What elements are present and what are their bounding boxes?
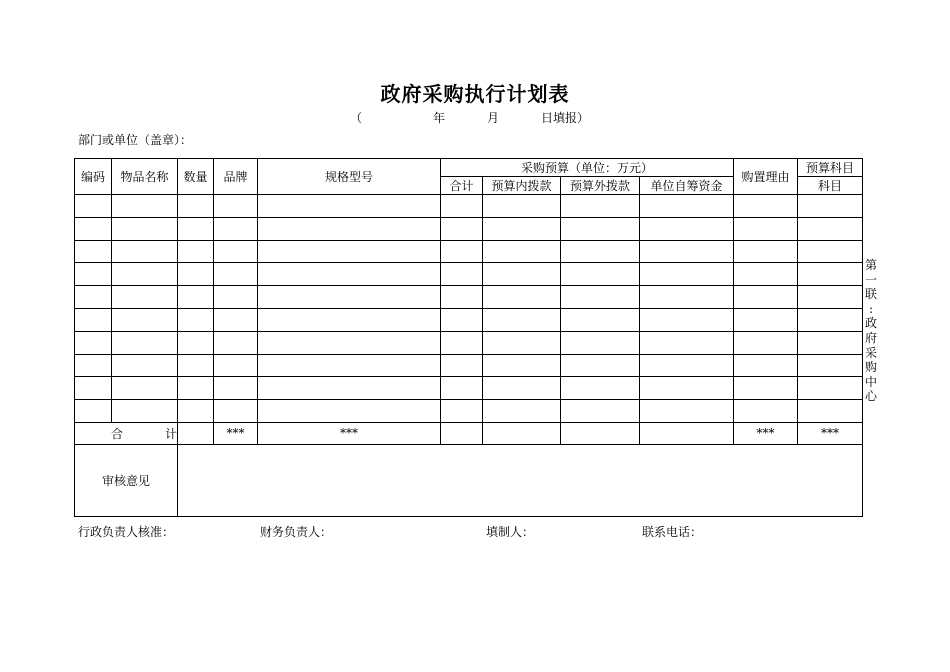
header-quantity: 数量 (178, 159, 214, 195)
total-brand-cell: *** (214, 422, 258, 444)
in-budget-cell[interactable] (483, 195, 561, 218)
item-name-cell[interactable] (112, 217, 178, 240)
subject-cell[interactable] (798, 286, 863, 309)
self-funds-cell[interactable] (640, 240, 734, 263)
reason-cell[interactable] (734, 377, 798, 400)
code-cell[interactable] (75, 217, 112, 240)
header-out-budget: 预算外拨款 (561, 177, 640, 195)
table-row (75, 400, 863, 423)
subject-cell[interactable] (798, 331, 863, 354)
quantity-cell[interactable] (178, 354, 214, 377)
quantity-cell[interactable] (178, 263, 214, 286)
subject-cell[interactable] (798, 263, 863, 286)
item-name-cell[interactable] (112, 400, 178, 423)
review-label: 审核意见 (75, 444, 178, 516)
header-row-1 (75, 159, 863, 177)
total-label-left: 合 (110, 426, 123, 441)
table-row (75, 263, 863, 286)
out-budget-cell[interactable] (561, 377, 640, 400)
spec-cell[interactable] (258, 377, 441, 400)
spec-cell[interactable] (258, 400, 441, 423)
brand-cell[interactable] (214, 400, 258, 423)
quantity-cell[interactable] (178, 400, 214, 423)
subject-cell[interactable] (798, 308, 863, 331)
header-in-budget: 预算内拨款 (483, 177, 561, 195)
footer-finance-label: 财务负责人： (260, 525, 333, 539)
total-label-right: 计 (164, 426, 177, 441)
reason-cell[interactable] (734, 400, 798, 423)
quantity-cell[interactable] (178, 308, 214, 331)
subject-cell[interactable] (798, 195, 863, 218)
header-budget-group: 采购预算（单位：万元） (441, 159, 734, 177)
spec-cell[interactable] (258, 217, 441, 240)
sum-cell[interactable] (441, 308, 483, 331)
review-opinion-field[interactable] (178, 444, 863, 516)
header-reason: 购置理由 (734, 159, 798, 195)
table-row (75, 377, 863, 400)
out-budget-cell[interactable] (561, 286, 640, 309)
table-row (75, 331, 863, 354)
copy-note-char: 第 (864, 258, 877, 272)
reason-cell[interactable] (734, 286, 798, 309)
self-funds-cell[interactable] (640, 263, 734, 286)
copy-note-char: 府 (864, 330, 877, 345)
in-budget-cell[interactable] (483, 331, 561, 354)
item-name-cell[interactable] (112, 263, 178, 286)
date-day-label: 日填报） (541, 111, 590, 125)
self-funds-cell[interactable] (640, 195, 734, 218)
brand-cell[interactable] (214, 331, 258, 354)
sum-cell[interactable] (441, 217, 483, 240)
date-year-label: 年 (433, 111, 446, 125)
spec-cell[interactable] (258, 331, 441, 354)
in-budget-cell[interactable] (483, 308, 561, 331)
code-cell[interactable] (75, 263, 112, 286)
form-title: 政府采购执行计划表 (380, 82, 570, 106)
out-budget-cell[interactable] (561, 240, 640, 263)
out-budget-cell[interactable] (561, 308, 640, 331)
copy-note-char: 采 (864, 345, 877, 360)
brand-cell[interactable] (214, 217, 258, 240)
code-cell[interactable] (75, 331, 112, 354)
item-name-cell[interactable] (112, 354, 178, 377)
code-cell[interactable] (75, 377, 112, 400)
spec-cell[interactable] (258, 263, 441, 286)
code-cell[interactable] (75, 195, 112, 218)
table-row (75, 195, 863, 218)
brand-cell[interactable] (214, 354, 258, 377)
date-month-label: 月 (487, 111, 500, 125)
code-cell[interactable] (75, 286, 112, 309)
subject-cell[interactable] (798, 377, 863, 400)
self-funds-cell[interactable] (640, 377, 734, 400)
copy-note-char: 购 (864, 360, 877, 375)
sum-cell[interactable] (441, 354, 483, 377)
brand-cell[interactable] (214, 263, 258, 286)
self-funds-cell[interactable] (640, 354, 734, 377)
self-funds-cell[interactable] (640, 286, 734, 309)
in-budget-cell[interactable] (483, 286, 561, 309)
item-name-cell[interactable] (112, 377, 178, 400)
self-funds-cell[interactable] (640, 331, 734, 354)
copy-note-char: 联 (864, 287, 877, 302)
spec-cell[interactable] (258, 308, 441, 331)
reason-cell[interactable] (734, 263, 798, 286)
spec-cell[interactable] (258, 354, 441, 377)
brand-cell[interactable] (214, 308, 258, 331)
reason-cell[interactable] (734, 354, 798, 377)
out-budget-cell[interactable] (561, 263, 640, 286)
total-in-budget-cell[interactable] (483, 422, 561, 444)
self-funds-cell[interactable] (640, 308, 734, 331)
in-budget-cell[interactable] (483, 400, 561, 423)
header-brand: 品牌 (214, 159, 258, 195)
in-budget-cell[interactable] (483, 263, 561, 286)
brand-cell[interactable] (214, 286, 258, 309)
total-quantity-cell[interactable] (178, 422, 214, 444)
reason-cell[interactable] (734, 308, 798, 331)
copy-note-vertical (863, 258, 879, 404)
quantity-cell[interactable] (178, 217, 214, 240)
out-budget-cell[interactable] (561, 217, 640, 240)
total-out-budget-cell[interactable] (561, 422, 640, 444)
dept-label: 部门或单位（盖章）： (78, 133, 193, 147)
quantity-cell[interactable] (178, 331, 214, 354)
footer-phone-label: 联系电话： (642, 525, 703, 539)
total-row (75, 422, 863, 444)
subject-cell[interactable] (798, 217, 863, 240)
quantity-cell[interactable] (178, 286, 214, 309)
code-cell[interactable] (75, 400, 112, 423)
header-subject-bottom: 科目 (798, 177, 863, 195)
code-cell[interactable] (75, 240, 112, 263)
item-name-cell[interactable] (112, 308, 178, 331)
table-row (75, 308, 863, 331)
spec-cell[interactable] (258, 286, 441, 309)
spec-cell[interactable] (258, 240, 441, 263)
subject-cell[interactable] (798, 400, 863, 423)
out-budget-cell[interactable] (561, 400, 640, 423)
out-budget-cell[interactable] (561, 195, 640, 218)
brand-cell[interactable] (214, 195, 258, 218)
item-name-cell[interactable] (112, 195, 178, 218)
header-item-name: 物品名称 (112, 159, 178, 195)
sum-cell[interactable] (441, 377, 483, 400)
reason-cell[interactable] (734, 331, 798, 354)
sum-cell[interactable] (441, 263, 483, 286)
sum-cell[interactable] (441, 195, 483, 218)
item-name-cell[interactable] (112, 286, 178, 309)
header-self-funds: 单位自筹资金 (640, 177, 734, 195)
data-rows (75, 195, 863, 423)
total-reason-cell: *** (734, 422, 798, 444)
header-spec: 规格型号 (258, 159, 441, 195)
in-budget-cell[interactable] (483, 377, 561, 400)
self-funds-cell[interactable] (640, 400, 734, 423)
sum-cell[interactable] (441, 331, 483, 354)
copy-note-char: 一 (864, 272, 877, 287)
subject-cell[interactable] (798, 240, 863, 263)
footer-preparer-label: 填制人： (486, 525, 535, 539)
table-row (75, 217, 863, 240)
table-row (75, 354, 863, 377)
footer-approver-label: 行政负责人核准： (78, 525, 175, 539)
code-cell[interactable] (75, 354, 112, 377)
header-code: 编码 (75, 159, 112, 195)
out-budget-cell[interactable] (561, 354, 640, 377)
in-budget-cell[interactable] (483, 354, 561, 377)
table-row (75, 240, 863, 263)
header-sum: 合计 (441, 177, 483, 195)
in-budget-cell[interactable] (483, 217, 561, 240)
total-spec-cell: *** (258, 422, 441, 444)
quantity-cell[interactable] (178, 377, 214, 400)
copy-note-char: 心 (864, 389, 877, 404)
procurement-table (74, 158, 863, 517)
total-self-funds-cell[interactable] (640, 422, 734, 444)
code-cell[interactable] (75, 308, 112, 331)
header-subject-top: 预算科目 (798, 159, 863, 177)
reason-cell[interactable] (734, 195, 798, 218)
sum-cell[interactable] (441, 240, 483, 263)
total-label (75, 422, 178, 444)
quantity-cell[interactable] (178, 240, 214, 263)
date-open-paren: （ (350, 111, 363, 125)
total-sum-cell[interactable] (441, 422, 483, 444)
copy-note-char: 政 (864, 316, 877, 331)
copy-note-char: : (868, 301, 874, 316)
review-row (75, 444, 863, 516)
in-budget-cell[interactable] (483, 240, 561, 263)
item-name-cell[interactable] (112, 240, 178, 263)
item-name-cell[interactable] (112, 331, 178, 354)
spec-cell[interactable] (258, 195, 441, 218)
table-row (75, 286, 863, 309)
brand-cell[interactable] (214, 377, 258, 400)
brand-cell[interactable] (214, 240, 258, 263)
self-funds-cell[interactable] (640, 217, 734, 240)
out-budget-cell[interactable] (561, 331, 640, 354)
total-subject-cell: *** (798, 422, 863, 444)
quantity-cell[interactable] (178, 195, 214, 218)
reason-cell[interactable] (734, 217, 798, 240)
copy-note-char: 中 (864, 374, 877, 389)
subject-cell[interactable] (798, 354, 863, 377)
sum-cell[interactable] (441, 400, 483, 423)
reason-cell[interactable] (734, 240, 798, 263)
sum-cell[interactable] (441, 286, 483, 309)
